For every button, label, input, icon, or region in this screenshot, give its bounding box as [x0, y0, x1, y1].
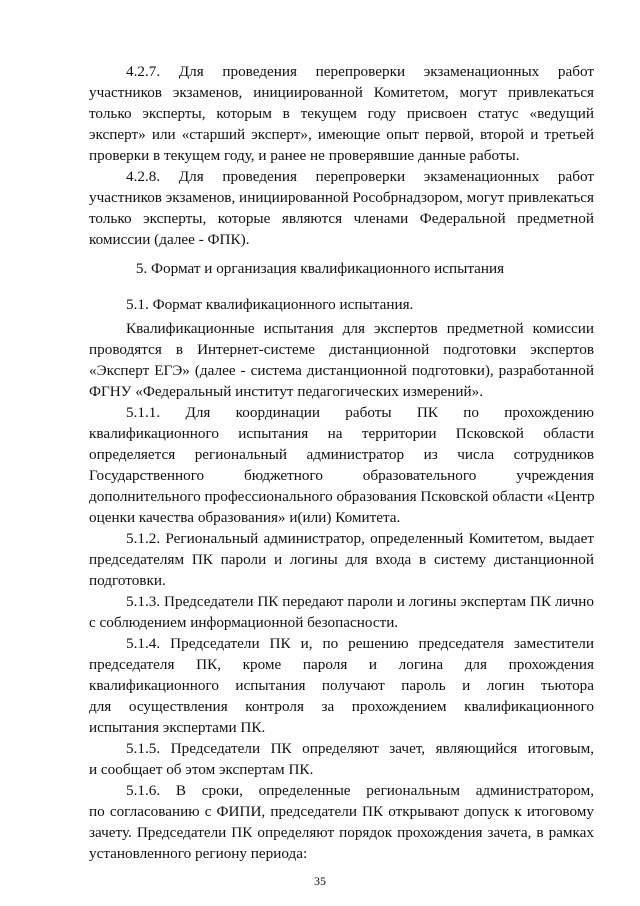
text-line: определяется региональный администратор из числа сотрудников [89, 446, 594, 463]
text-line: зачету. Председатели ПК определяют порядок прохождения зачета, в рамках [89, 824, 594, 841]
text-line: подготовки. [89, 572, 166, 589]
text-line: «Эксперт ЕГЭ» (далее - система дистанционной подготовки), разработанной [89, 362, 594, 379]
text-line: квалификационного испытания получают пароль и логин тьютора [89, 677, 594, 694]
text-line: и сообщает об этом экспертам ПК. [89, 761, 314, 778]
text-line: испытания экспертами ПК. [89, 719, 266, 736]
subsection-heading: 5.1. Формат квалификационного испытания. [126, 296, 414, 313]
text-line: 5.1.4. Председатели ПК и, по решению председателя заместители [126, 635, 594, 652]
text-line: Квалификационные испытания для экспертов предметной комиссии [126, 320, 594, 337]
text-line: Государственного бюджетного образовательного учреждения [89, 467, 594, 484]
text-line: 5.1.6. В сроки, определенные региональным администратором, [126, 782, 594, 799]
text-line: ФГНУ «Федеральный институт педагогических измерений». [89, 383, 484, 400]
text-line: проводятся в Интернет-системе дистанционной подготовки экспертов [89, 341, 594, 358]
text-line: эксперт» или «старший эксперт», имеющие опыт первой, второй и третьей [89, 126, 594, 143]
text-line: 4.2.7. Для проведения перепроверки экзаменационных работ [126, 63, 594, 80]
text-line: для осуществления контроля за прохождением квалификационного [89, 698, 594, 715]
text-line: председателя ПК, кроме пароля и логина для прохождения [89, 656, 594, 673]
text-line: проверки в текущем году, и ранее не проверявшие данные работы. [89, 147, 520, 164]
text-line: 5.1.5. Председатели ПК определяют зачет, являющийся итоговым, [126, 740, 594, 757]
section-heading: 5. Формат и организация квалификационного испытания [135, 260, 505, 277]
text-line: 5.1.3. Председатели ПК передают пароли и логины экспертам ПК лично [126, 593, 594, 610]
page-number: 35 [314, 874, 326, 888]
text-line: по согласованию с ФИПИ, председатели ПК открывают допуск к итоговому [89, 803, 594, 820]
text-line: участников экзаменов, инициированной Рособрнадзором, могут привлекаться [89, 189, 594, 206]
text-line: участников экзаменов, инициированной Комитетом, могут привлекаться [89, 84, 594, 101]
text-line: установленного региону периода: [89, 845, 308, 862]
text-line: с соблюдением информационной безопасности. [89, 614, 399, 631]
text-line: 5.1.1. Для координации работы ПК по прохождению [126, 404, 594, 421]
text-line: оценки качества образования» и(или) Комитета. [89, 509, 401, 526]
text-line: квалификационного испытания на территории Псковской области [89, 425, 594, 442]
text-line: только эксперты, которым в текущем году присвоен статус «ведущий [89, 105, 594, 122]
text-line: 4.2.8. Для проведения перепроверки экзаменационных работ [126, 168, 594, 185]
text-line: председателям ПК пароли и логины для входа в систему дистанционной [89, 551, 594, 568]
text-line: 5.1.2. Региональный администратор, определенный Комитетом, выдает [126, 530, 594, 547]
text-line: комиссии (далее - ФПК). [89, 231, 250, 248]
text-line: только эксперты, которые являются членами Федеральной предметной [89, 210, 594, 227]
text-line: дополнительного профессионального образования Псковской области «Центр [89, 488, 595, 505]
